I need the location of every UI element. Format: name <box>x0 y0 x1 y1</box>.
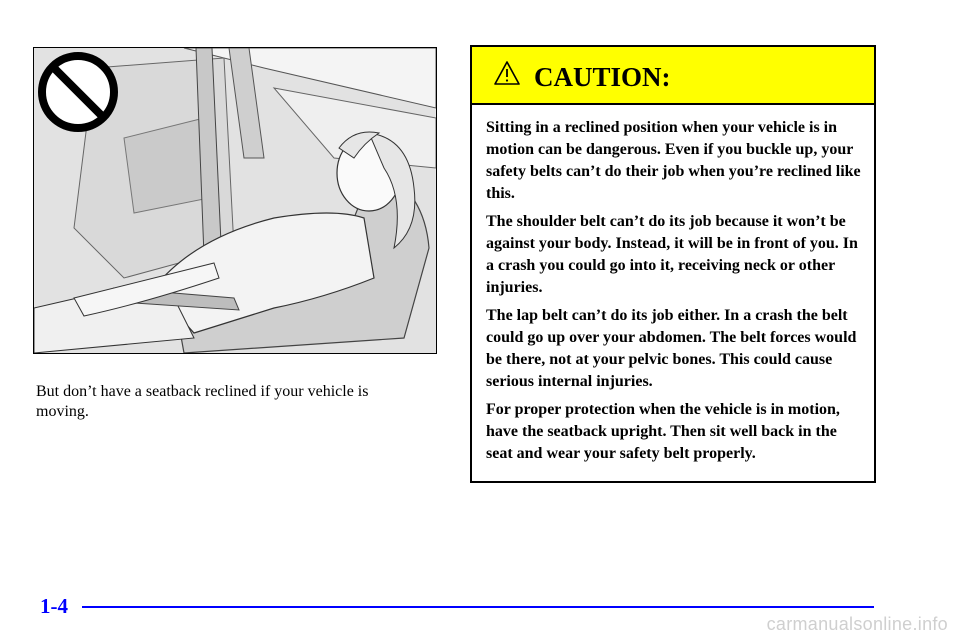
reclined-seat-caption: But don’t have a seatback reclined if your vehicle is moving. <box>36 383 369 420</box>
warning-triangle-icon <box>494 61 520 85</box>
caution-paragraph: The lap belt can’t do its job either. In a crash the belt could go up over your abdomen. The belt forces would be there, not at your pelvic bones. This could cause serious internal injuries. <box>486 307 857 390</box>
caution-body <box>486 117 866 471</box>
caution-header <box>472 47 874 105</box>
footer-rule <box>82 606 874 608</box>
caution-paragraph: For proper protection when the vehicle is in motion, have the seatback upright. Then sit well back in the seat and wear your safety belt properly. <box>486 401 840 462</box>
prohibition-icon <box>42 56 114 128</box>
caution-paragraph: The shoulder belt can’t do its job because it won’t be against your body. Instead, it will be in front of you. In a crash you could go into it, receiving neck or other injuries. <box>486 213 858 296</box>
reclined-seat-illustration <box>33 47 437 354</box>
reclined-passenger-drawing <box>34 48 436 353</box>
caution-title: CAUTION: <box>534 62 671 92</box>
caution-paragraph: Sitting in a reclined position when your vehicle is in motion can be dangerous. Even if you buckle up, your safety belts can’t do their job when you’re reclined like this. <box>486 119 861 202</box>
page-number: 1-4 <box>40 594 68 618</box>
caution-box <box>470 45 876 483</box>
watermark: carmanualsonline.info <box>766 614 948 634</box>
